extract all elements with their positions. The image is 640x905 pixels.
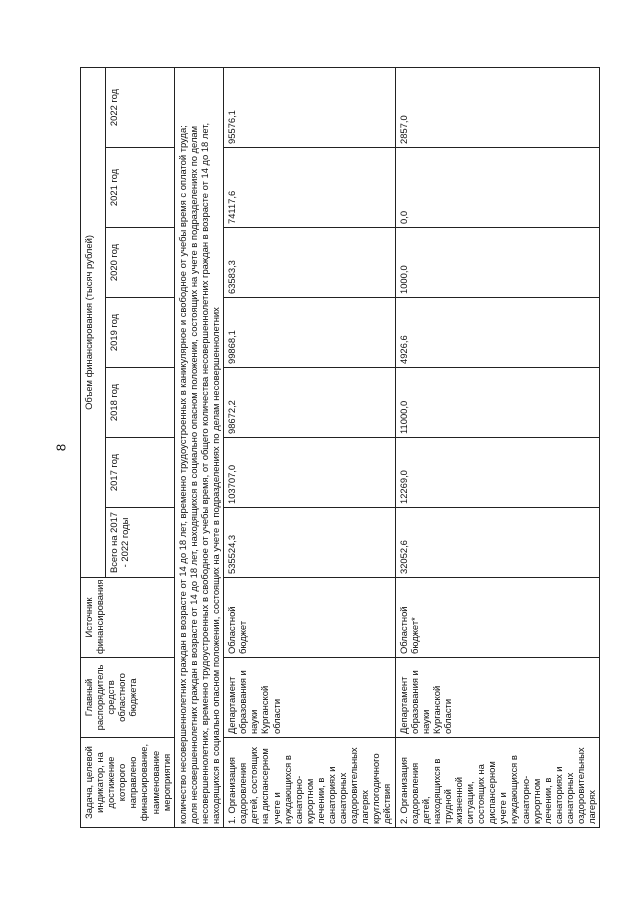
value-2022: 95576,1: [224, 67, 395, 147]
measure-name: 2. Организация оздоровления детей, находящихся в трудной жизненной ситуации, состоящих на диспансерном учете и нуждающихся в санаторно-курортном лечении, в санаториях и санаторных оздоровительных лагерях: [395, 738, 600, 828]
header-year: 2021 год: [105, 148, 174, 228]
table-row: [395, 67, 600, 827]
value-2019: 4926,6: [395, 298, 600, 368]
indicator-line: доля несовершеннолетних граждан в возрасте от 14 до 18 лет, находящихся в социально опасном положении, состоящих на учете в подразделениях по делам несовершеннолетних, временно трудоустроенных в свободное от учебы время, от общего количества несовершеннолетних граждан в возрасте от 14 до 18 лет, находящихся в социально опасном положении, состоящих на учете в подразделениях по делам несовершеннолетних: [187, 122, 222, 824]
header-source: Источник финансирования: [81, 578, 175, 658]
header-distributor: Главный распорядитель средств областного бюджета: [81, 658, 175, 738]
page-number: 8: [53, 443, 69, 452]
header-year: 2022 год: [105, 67, 174, 147]
header-total: Всего на 2017 - 2022 годы: [105, 508, 174, 578]
rotated-page-content: [80, 68, 598, 828]
measure-distributor: Департамент образования и науки Курганской области: [395, 658, 600, 738]
value-total: 535524,3: [224, 508, 395, 578]
value-2022: 2857,0: [395, 67, 600, 147]
value-2018: 11000,0: [395, 368, 600, 438]
measure-distributor: Департамент образования и науки Курганской области: [224, 658, 395, 738]
measure-source: Областной бюджет*: [395, 578, 600, 658]
header-row-1: [81, 67, 106, 827]
header-year: 2018 год: [105, 368, 174, 438]
header-task: Задача, целевой индикатор, на достижение которого направлено финансирование, наименование мероприятия: [81, 738, 175, 828]
table-row: [224, 67, 395, 827]
value-2020: 63583,3: [224, 228, 395, 298]
financing-table: [80, 67, 600, 828]
value-total: 32052,6: [395, 508, 600, 578]
value-2020: 1000,0: [395, 228, 600, 298]
indicator-row: [174, 67, 223, 827]
value-2017: 12269,0: [395, 438, 600, 508]
measure-source: Областной бюджет: [224, 578, 395, 658]
indicator-line: количество несовершеннолетних граждан в возрасте от 14 до 18 лет, временно трудоустроенных в каникулярное и свободное от учебы время с оплатой труда;: [176, 125, 188, 824]
value-2018: 98672,2: [224, 368, 395, 438]
header-year: 2017 год: [105, 438, 174, 508]
value-2021: 74117,6: [224, 148, 395, 228]
header-year: 2019 год: [105, 298, 174, 368]
indicator-text: [174, 67, 223, 827]
value-2021: 0,0: [395, 148, 600, 228]
header-year: 2020 год: [105, 228, 174, 298]
header-volume: Объем финансирования (тысяч рублей): [81, 67, 106, 577]
value-2019: 99868,1: [224, 298, 395, 368]
measure-name: 1. Организация оздоровления детей, состоящих на диспансерном учете и нуждающихся в санаторно-курортном лечении, в санаториях и санаторных оздоровительных лагерях круглогодичного действия: [224, 738, 395, 828]
value-2017: 103707,0: [224, 438, 395, 508]
